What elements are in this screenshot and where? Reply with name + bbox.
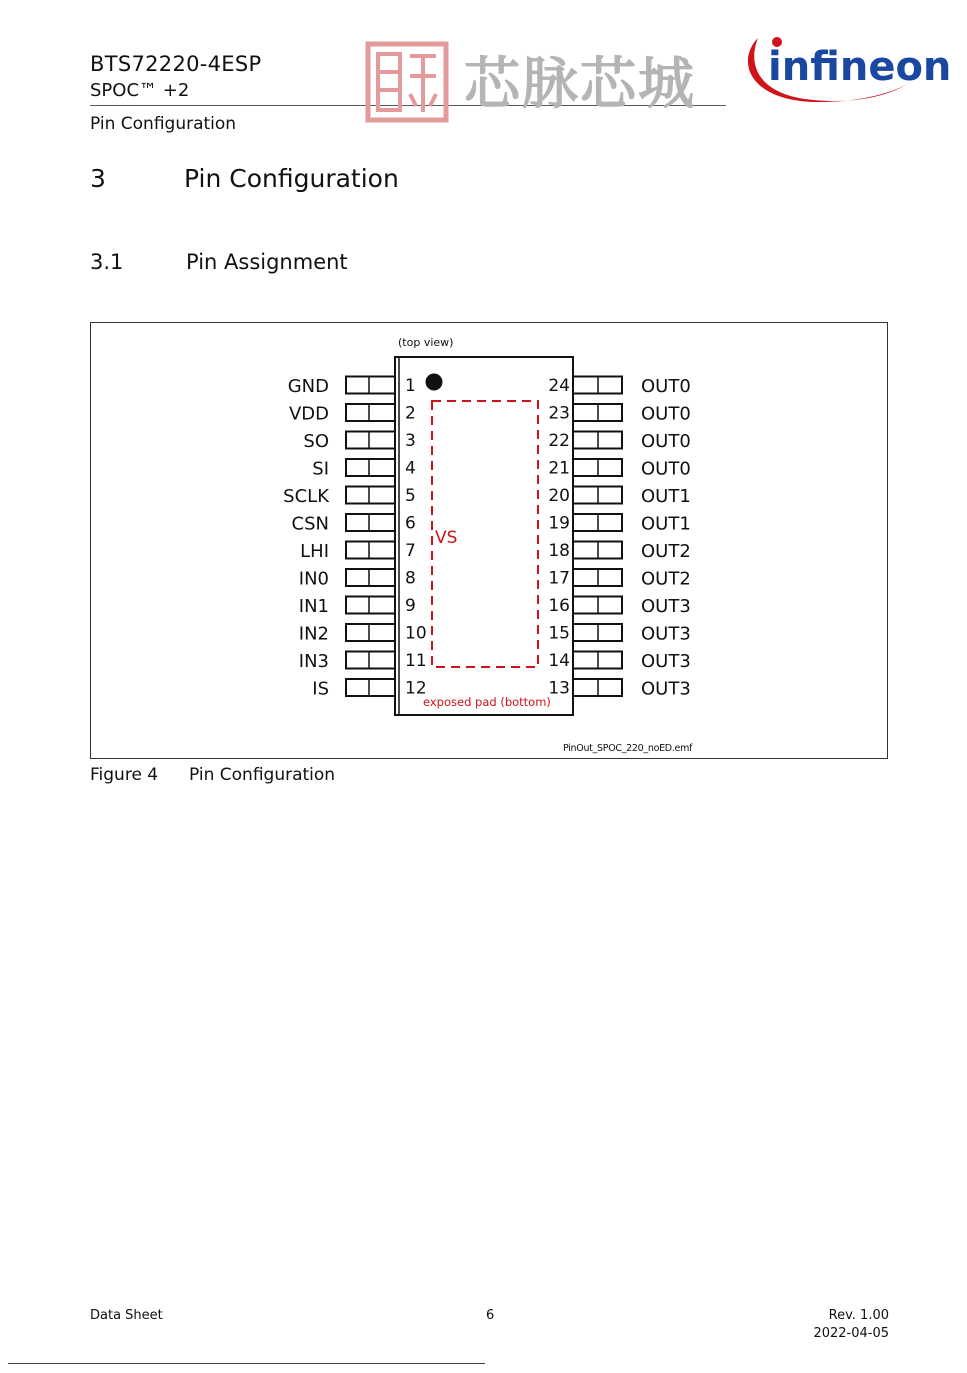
left-pin-number: 9 bbox=[405, 596, 416, 616]
exposed-pad-caption: exposed pad (bottom) bbox=[423, 695, 551, 709]
right-pin-number: 21 bbox=[548, 458, 570, 479]
left-pin-pad bbox=[346, 542, 395, 559]
left-pin-pad bbox=[346, 404, 395, 421]
right-pin-name: OUT0 bbox=[641, 403, 691, 425]
right-pin-number: 23 bbox=[548, 403, 570, 424]
logo-wordmark: infineon bbox=[768, 44, 952, 90]
right-pin-name: OUT0 bbox=[641, 458, 691, 480]
figure-file-name: PinOut_SPOC_220_noED.emf bbox=[563, 743, 693, 754]
left-pin-number: 3 bbox=[405, 431, 416, 451]
watermark-seal-icon bbox=[366, 42, 448, 122]
right-pin-name: OUT0 bbox=[641, 431, 691, 452]
left-pin-number: 7 bbox=[405, 541, 416, 561]
running-section-title: Pin Configuration bbox=[90, 114, 237, 134]
left-pin-pad bbox=[346, 487, 395, 504]
left-pin-number: 4 bbox=[405, 458, 416, 479]
left-pin-number: 5 bbox=[405, 486, 416, 506]
footer-revision: Rev. 1.00 bbox=[828, 1308, 889, 1323]
left-pin-pad bbox=[346, 459, 395, 476]
left-pin-pad bbox=[346, 569, 395, 586]
pin-configuration-figure bbox=[90, 322, 888, 759]
left-pin-name: LHI bbox=[300, 541, 329, 562]
left-pin-number: 12 bbox=[405, 678, 427, 699]
left-pin-pad bbox=[346, 432, 395, 449]
heading-2-title: Pin Assignment bbox=[186, 250, 348, 274]
left-pin-name: IN0 bbox=[298, 568, 329, 590]
left-pin-name: IN1 bbox=[298, 596, 329, 617]
right-pin-name: OUT3 bbox=[641, 596, 691, 617]
top-view-label: (top view) bbox=[398, 336, 454, 349]
left-pin-number: 10 bbox=[405, 623, 427, 644]
right-pin-name: OUT1 bbox=[641, 513, 691, 535]
right-pin-number: 14 bbox=[548, 651, 570, 671]
figure-caption-text: Pin Configuration bbox=[189, 765, 336, 785]
left-pin-name: CSN bbox=[291, 513, 329, 535]
pinout-diagram bbox=[91, 323, 887, 758]
right-pin-name: OUT0 bbox=[641, 376, 691, 397]
left-pin-pad bbox=[346, 514, 395, 531]
heading-2-number: 3.1 bbox=[90, 250, 124, 274]
left-pin-name: SI bbox=[312, 458, 329, 480]
left-pin-name: VDD bbox=[288, 403, 329, 425]
document-subtitle: SPOC™ +2 bbox=[90, 80, 190, 101]
left-pin-number: 11 bbox=[405, 651, 427, 671]
left-pin-pad bbox=[346, 377, 395, 394]
right-pin-number: 18 bbox=[548, 541, 570, 561]
pin1-marker-icon bbox=[426, 374, 443, 391]
watermark-text: 芯脉芯城 bbox=[464, 52, 696, 117]
left-pin-pad bbox=[346, 597, 395, 614]
left-pin-name: SCLK bbox=[283, 486, 329, 507]
right-pin-name: OUT3 bbox=[641, 678, 691, 700]
right-pin-name: OUT2 bbox=[641, 568, 691, 590]
right-pin-number: 20 bbox=[548, 486, 570, 506]
right-pin-number: 24 bbox=[548, 376, 570, 396]
left-pin-name: IN3 bbox=[298, 651, 329, 672]
left-pin-number: 8 bbox=[405, 568, 416, 589]
heading-1-title: Pin Configuration bbox=[184, 164, 399, 193]
infineon-logo bbox=[744, 30, 952, 108]
footer-date: 2022-04-05 bbox=[813, 1326, 889, 1341]
footer-rule bbox=[8, 1363, 485, 1364]
footer-doc-type: Data Sheet bbox=[90, 1308, 163, 1323]
left-pin-pad bbox=[346, 652, 395, 669]
footer-page-number: 6 bbox=[486, 1308, 495, 1323]
right-pin-number: 17 bbox=[548, 568, 570, 589]
right-pin-name: OUT3 bbox=[641, 623, 691, 645]
left-pin-number: 2 bbox=[405, 403, 416, 424]
right-pin-number: 13 bbox=[548, 678, 570, 699]
right-pin-number: 16 bbox=[548, 596, 570, 616]
document-title: BTS72220-4ESP bbox=[90, 52, 262, 76]
right-pin-name: OUT2 bbox=[641, 541, 691, 562]
exposed-pad-label: VS bbox=[435, 528, 458, 548]
heading-1-number: 3 bbox=[90, 164, 106, 193]
left-pin-name: IN2 bbox=[298, 623, 329, 645]
left-pin-pad bbox=[346, 624, 395, 641]
right-pin-number: 22 bbox=[548, 431, 570, 451]
right-pin-name: OUT3 bbox=[641, 651, 691, 672]
right-pin-number: 19 bbox=[548, 513, 570, 534]
left-pin-name: IS bbox=[312, 678, 329, 700]
left-pin-name: SO bbox=[303, 431, 329, 452]
right-pin-number: 15 bbox=[548, 623, 570, 644]
left-pin-pad bbox=[346, 679, 395, 696]
right-pin-name: OUT1 bbox=[641, 486, 691, 507]
left-pin-name: GND bbox=[287, 376, 329, 397]
left-pin-number: 1 bbox=[405, 376, 416, 396]
figure-caption-number: Figure 4 bbox=[90, 765, 159, 785]
left-pin-number: 6 bbox=[405, 513, 416, 534]
